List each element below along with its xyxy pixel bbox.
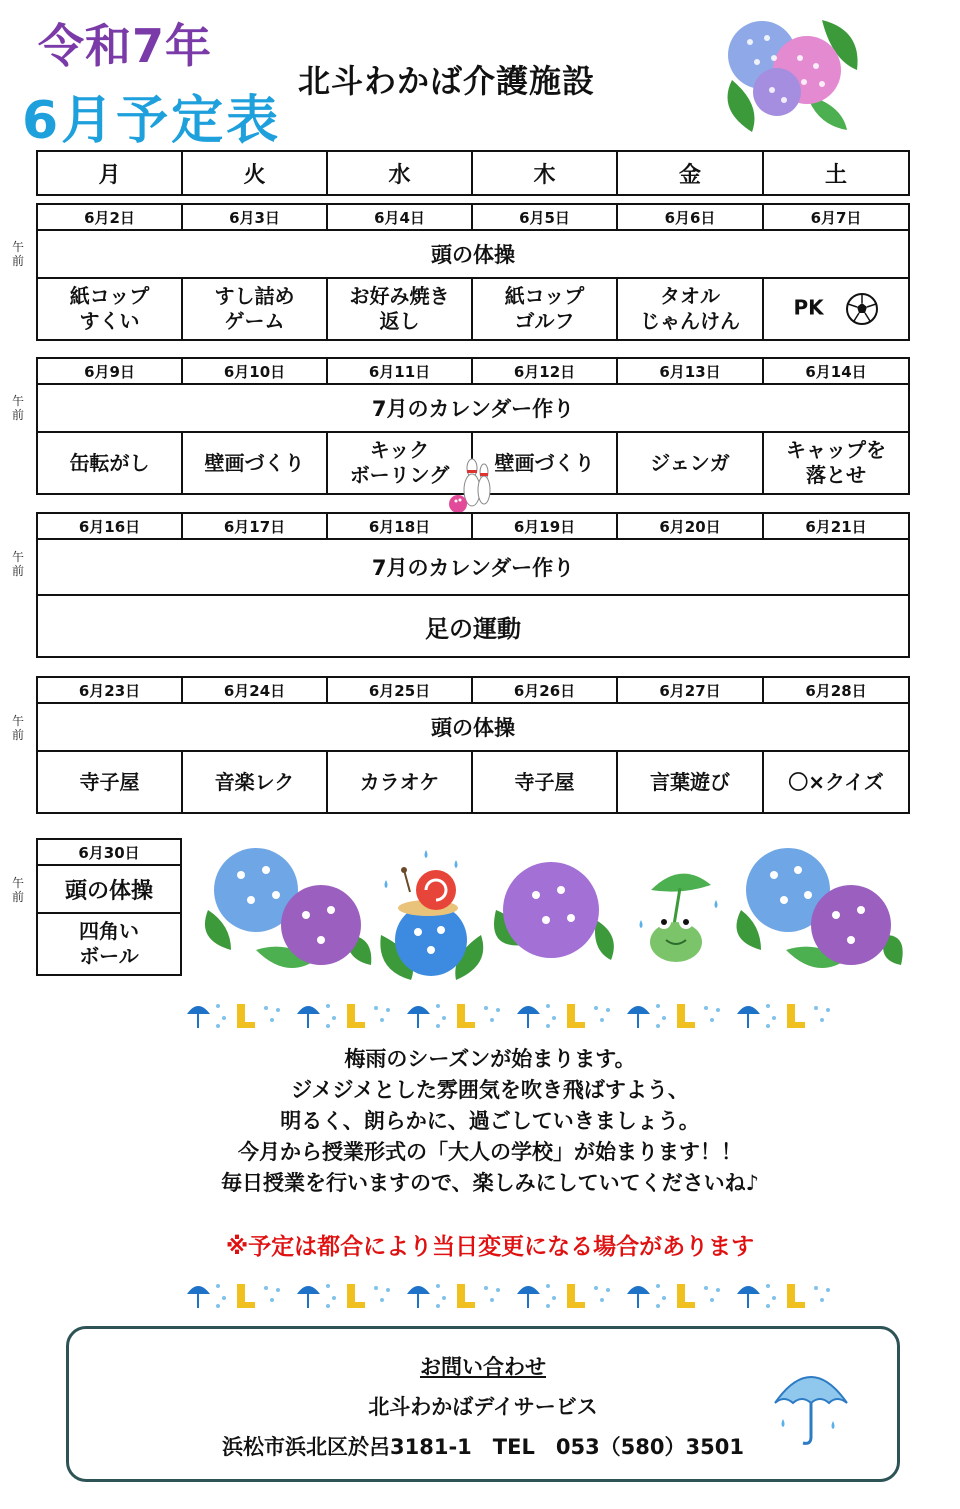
date-cell: 6月28日 — [763, 677, 909, 703]
activity-cell: 寺子屋 — [37, 751, 182, 813]
activity-cell: キック ボーリング — [327, 432, 472, 494]
rain-border-bottom — [182, 1276, 842, 1314]
weekday-mon: 月 — [37, 151, 182, 195]
activity-cell: ジェンガ — [617, 432, 763, 494]
date-cell: 6月12日 — [472, 358, 617, 384]
date-cell: 6月11日 — [327, 358, 472, 384]
contact-name: 北斗わかばデイサービス — [368, 1395, 598, 1419]
message-line: 梅雨のシーズンが始まります。 — [344, 1047, 636, 1071]
frog-illustration — [640, 874, 718, 962]
hydrangea-illustration — [737, 848, 903, 968]
date-cell: 6月18日 — [327, 513, 472, 539]
date-cell: 6月16日 — [37, 513, 182, 539]
date-cell: 6月5日 — [472, 204, 617, 230]
am-label: 午前 — [11, 240, 24, 268]
contact-box — [66, 1326, 900, 1482]
date-cell: 6月20日 — [617, 513, 763, 539]
am-label: 午前 — [11, 394, 24, 422]
am-label: 午前 — [11, 550, 24, 578]
activity-cell: お好み焼き 返し — [327, 278, 472, 340]
hydrangea-illustration — [205, 848, 371, 968]
date-cell: 6月9日 — [37, 358, 182, 384]
contact-title: お問い合わせ — [420, 1355, 546, 1379]
weekday-sat: 土 — [763, 151, 909, 195]
soccer-ball-icon — [845, 292, 879, 326]
date-cell: 6月14日 — [763, 358, 909, 384]
message-line: 今月から授業形式の「大人の学校」が始まります！！ — [238, 1140, 742, 1164]
activity-cell: すし詰め ゲーム — [182, 278, 327, 340]
hydrangea-illustration — [494, 862, 614, 960]
activity-cell: 壁画づくり — [472, 432, 617, 494]
umbrella-icon — [771, 1361, 851, 1451]
activity-cell-pk — [763, 278, 909, 340]
week-1-table — [36, 203, 910, 341]
activity-cell: 壁画づくり — [182, 432, 327, 494]
common-activity: 頭の体操 — [37, 703, 909, 751]
am-label: 午前 — [11, 876, 24, 904]
date-cell: 6月2日 — [37, 204, 182, 230]
activity-cell: キャップを 落とせ — [763, 432, 909, 494]
activity-cell: タオル じゃんけん — [617, 278, 763, 340]
umbrella-icon — [187, 1004, 280, 1028]
date-cell: 6月17日 — [182, 513, 327, 539]
common-activity: 頭の体操 — [37, 865, 181, 913]
activity-cell: カラオケ — [327, 751, 472, 813]
message-line: 毎日授業を行いますので、楽しみにしていてくださいね♪ — [221, 1171, 759, 1195]
activity-cell: 紙コップ ゴルフ — [472, 278, 617, 340]
era-title: 令和7年 — [38, 19, 213, 73]
activity-cell: 紙コップ すくい — [37, 278, 182, 340]
date-cell: 6月10日 — [182, 358, 327, 384]
weekday-thu: 木 — [472, 151, 617, 195]
activity-cell: 言葉遊び — [617, 751, 763, 813]
schedule-notice: ※予定は都合により当日変更になる場合があります — [225, 1234, 755, 1260]
date-cell: 6月6日 — [617, 204, 763, 230]
hydrangea-illustration — [712, 10, 862, 135]
weekday-tue: 火 — [182, 151, 327, 195]
activity-cell: 〇×クイズ — [763, 751, 909, 813]
date-cell: 6月4日 — [327, 204, 472, 230]
common-activity: 7月のカレンダー作り — [37, 539, 909, 595]
date-cell: 6月3日 — [182, 204, 327, 230]
rain-boot-icon — [237, 1004, 255, 1028]
date-cell: 6月24日 — [182, 677, 327, 703]
date-cell: 6月21日 — [763, 513, 909, 539]
date-cell: 6月25日 — [327, 677, 472, 703]
week-4-table — [36, 676, 910, 814]
activity-cell: 缶転がし — [37, 432, 182, 494]
activity-label: PK — [793, 295, 824, 320]
message-block — [120, 1044, 860, 1199]
common-activity: 頭の体操 — [37, 230, 909, 278]
date-cell: 6月27日 — [617, 677, 763, 703]
message-line: ジメジメとした雰囲気を吹き飛ばすよう、 — [291, 1078, 689, 1102]
weekday-wed: 水 — [327, 151, 472, 195]
rain-border-top — [182, 996, 842, 1034]
date-cell: 6月30日 — [37, 839, 181, 865]
weekday-header — [36, 150, 910, 196]
weekday-fri: 金 — [617, 151, 763, 195]
last-day-table — [36, 838, 182, 976]
activity-cell: 音楽レク — [182, 751, 327, 813]
message-line: 明るく、朗らかに、過ごしていきましょう。 — [280, 1109, 700, 1133]
decoration-illustrations — [196, 840, 906, 990]
am-label: 午前 — [11, 714, 24, 742]
activity-cell: 四角い ボール — [37, 913, 181, 975]
date-cell: 6月23日 — [37, 677, 182, 703]
facility-name: 北斗わかば介護施設 — [298, 62, 596, 100]
bowling-pins-icon — [446, 454, 494, 516]
common-activity: 7月のカレンダー作り — [37, 384, 909, 432]
snail-illustration — [380, 850, 483, 980]
week-3-table — [36, 512, 910, 658]
month-title: 6月予定表 — [22, 91, 282, 151]
date-cell: 6月13日 — [617, 358, 763, 384]
common-activity-2: 足の運動 — [37, 595, 909, 657]
date-cell: 6月7日 — [763, 204, 909, 230]
date-cell: 6月26日 — [472, 677, 617, 703]
date-cell: 6月19日 — [472, 513, 617, 539]
activity-cell: 寺子屋 — [472, 751, 617, 813]
contact-address: 浜松市浜北区於呂3181-1 TEL 053（580）3501 — [222, 1435, 744, 1459]
